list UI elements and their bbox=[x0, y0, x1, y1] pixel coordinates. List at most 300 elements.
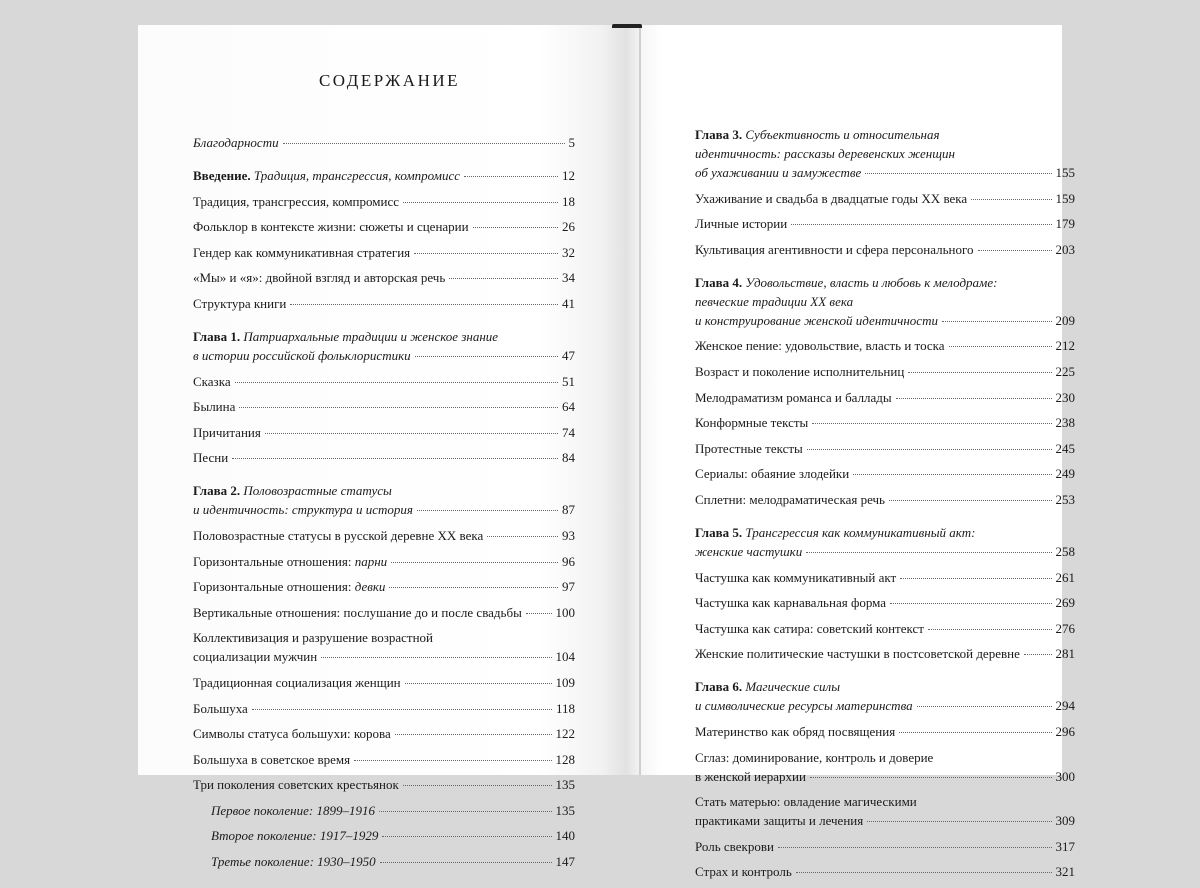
toc-entry-title: Причитания bbox=[193, 424, 261, 440]
dot-leader bbox=[796, 872, 1052, 873]
toc-entry-text bbox=[695, 811, 863, 830]
toc-entry-text bbox=[695, 464, 849, 483]
page-number: 258 bbox=[1055, 543, 1075, 559]
dot-leader bbox=[473, 227, 558, 228]
page-number: 159 bbox=[1055, 190, 1075, 206]
page-number: 64 bbox=[562, 399, 575, 415]
toc-chapter-entry[interactable] bbox=[193, 166, 575, 185]
page-number: 212 bbox=[1055, 338, 1075, 354]
toc-entry-title: Культивация агентивности и сфера персонального bbox=[695, 241, 974, 257]
dot-leader bbox=[806, 552, 1051, 553]
toc-entry[interactable] bbox=[695, 388, 1075, 407]
toc-entry-title: Благодарности bbox=[193, 135, 279, 150]
toc-entry-line bbox=[193, 294, 575, 313]
toc-entry-title: Второе поколение: 1917–1929 bbox=[211, 828, 379, 844]
toc-entry-title: Трансгрессия как коммуникативный акт: bbox=[745, 524, 976, 540]
toc-entry-title: Сказка bbox=[193, 373, 231, 389]
toc-entry-line bbox=[695, 767, 1075, 786]
toc-entry-line bbox=[193, 628, 575, 647]
toc-entry-title: Патриархальные традиции и женское знание bbox=[243, 328, 499, 344]
toc-entry-line bbox=[193, 724, 575, 743]
toc-entry-line bbox=[193, 372, 575, 391]
toc-entry-title: Женское пение: удовольствие, власть и тоска bbox=[695, 338, 945, 354]
page-number: 147 bbox=[555, 854, 575, 870]
toc-entry-line bbox=[695, 292, 1075, 311]
toc-entry[interactable] bbox=[695, 336, 1075, 355]
page-number: 269 bbox=[1055, 595, 1075, 611]
toc-entry-text bbox=[695, 696, 913, 715]
dot-leader bbox=[415, 356, 558, 357]
toc-entry-text bbox=[695, 542, 802, 561]
dot-leader bbox=[807, 449, 1052, 450]
page-number: 12 bbox=[562, 168, 575, 183]
toc-entry-title: Ухаживание и свадьба в двадцатые годы XX века bbox=[695, 190, 968, 206]
toc-entry-line bbox=[695, 568, 1075, 587]
toc-entry-title: Частушка как карнавальная форма bbox=[695, 595, 887, 611]
chapter-label: Глава 4. bbox=[695, 274, 743, 290]
toc-entry[interactable] bbox=[193, 603, 575, 622]
toc-list-left bbox=[193, 133, 575, 878]
page-number: 84 bbox=[562, 450, 575, 466]
page-number: 34 bbox=[562, 270, 575, 286]
toc-entry-line bbox=[695, 214, 1075, 233]
toc-entry-line bbox=[695, 336, 1075, 355]
toc-entry-line bbox=[695, 696, 1075, 715]
toc-entry-title: Удовольствие, власть и любовь к мелодраме: bbox=[745, 274, 998, 290]
toc-entry[interactable] bbox=[695, 189, 1075, 208]
toc-entry-title: Символы статуса большухи: корова bbox=[193, 726, 391, 742]
toc-entry[interactable] bbox=[695, 568, 1075, 587]
toc-entry-title: социализации мужчин bbox=[193, 649, 318, 665]
page-number: 317 bbox=[1055, 838, 1075, 854]
toc-entry-text bbox=[193, 603, 522, 622]
toc-entry-text bbox=[695, 837, 774, 856]
toc-entry-line bbox=[695, 811, 1075, 830]
toc-entry-line bbox=[193, 327, 575, 346]
toc-entry-line bbox=[193, 217, 575, 236]
toc-chapter-entry[interactable] bbox=[193, 327, 575, 365]
toc-entry-line bbox=[695, 862, 1075, 881]
toc-subsection-entry[interactable] bbox=[193, 826, 575, 845]
toc-entry-text bbox=[695, 214, 787, 233]
dot-leader bbox=[403, 202, 558, 203]
toc-entry-emphasis: парни bbox=[354, 553, 388, 569]
dot-leader bbox=[778, 847, 1052, 848]
toc-entry[interactable] bbox=[193, 423, 575, 442]
toc-entry-text bbox=[695, 189, 967, 208]
dot-leader bbox=[949, 346, 1052, 347]
toc-entry-line bbox=[193, 775, 575, 794]
left-page bbox=[138, 25, 641, 870]
dot-leader bbox=[379, 811, 552, 812]
dot-leader bbox=[464, 176, 558, 177]
page-number: 276 bbox=[1055, 620, 1075, 636]
toc-entry-line bbox=[695, 837, 1075, 856]
toc-entry-text bbox=[193, 526, 483, 545]
toc-entry-text bbox=[695, 439, 803, 458]
toc-entry-text bbox=[211, 801, 375, 820]
chapter-label: Глава 3. bbox=[695, 127, 743, 142]
toc-entry[interactable] bbox=[695, 862, 1075, 881]
toc-entry-text bbox=[695, 388, 892, 407]
toc-entry-line bbox=[695, 792, 1075, 811]
spine-edge bbox=[612, 24, 642, 28]
dot-leader bbox=[232, 458, 558, 459]
page-number: 122 bbox=[555, 726, 575, 742]
toc-entry-line bbox=[193, 750, 575, 769]
toc-entry-text bbox=[695, 144, 955, 163]
toc-entry-text bbox=[695, 362, 904, 381]
toc-entry-line bbox=[695, 144, 1075, 163]
toc-entry[interactable] bbox=[193, 192, 575, 211]
toc-entry[interactable] bbox=[193, 372, 575, 391]
toc-entry-text bbox=[695, 125, 940, 144]
toc-entry[interactable] bbox=[695, 464, 1075, 483]
toc-entry[interactable] bbox=[695, 593, 1075, 612]
page-number: 230 bbox=[1055, 389, 1075, 405]
toc-entry[interactable] bbox=[193, 133, 575, 152]
toc-entry-text bbox=[193, 647, 317, 666]
toc-entry-text bbox=[695, 336, 945, 355]
toc-entry-text bbox=[193, 327, 498, 346]
toc-entry-title: идентичность: рассказы деревенских женщин bbox=[695, 146, 955, 161]
toc-entry-line bbox=[193, 526, 575, 545]
toc-entry-text bbox=[193, 346, 411, 365]
dot-leader bbox=[917, 706, 1052, 707]
dot-leader bbox=[290, 304, 558, 305]
toc-entry[interactable] bbox=[193, 552, 575, 571]
dot-leader bbox=[810, 777, 1052, 778]
toc-entry-line bbox=[193, 448, 575, 467]
toc-entry-title: Традиция, трансгрессия, компромисс bbox=[193, 193, 399, 209]
toc-entry[interactable] bbox=[695, 240, 1075, 259]
toc-entry-line bbox=[695, 413, 1075, 432]
page-number: 32 bbox=[562, 244, 575, 260]
dot-leader bbox=[389, 587, 558, 588]
toc-entry[interactable] bbox=[695, 362, 1075, 381]
toc-entry-title: Песни bbox=[193, 450, 229, 466]
toc-entry[interactable] bbox=[193, 673, 575, 692]
toc-entry-text bbox=[695, 523, 975, 542]
toc-entry-text bbox=[193, 775, 399, 794]
toc-entry-line bbox=[193, 346, 575, 365]
toc-entry-line bbox=[193, 481, 575, 500]
dot-leader bbox=[391, 562, 558, 563]
toc-entry-title: Большуха bbox=[193, 700, 248, 716]
toc-entry-line bbox=[193, 699, 575, 718]
toc-entry-line bbox=[695, 189, 1075, 208]
toc-entry-text bbox=[193, 481, 392, 500]
toc-entry-text bbox=[695, 644, 1020, 663]
page-number: 5 bbox=[568, 135, 575, 150]
page-number: 209 bbox=[1055, 312, 1075, 328]
toc-entry-emphasis: девки bbox=[354, 579, 386, 595]
toc-entry-title: Сериалы: обаяние злодейки bbox=[695, 466, 850, 482]
toc-entry-title: Былина bbox=[193, 399, 236, 415]
toc-subsection-entry[interactable] bbox=[193, 801, 575, 820]
toc-entry[interactable] bbox=[193, 577, 575, 596]
toc-entry-text bbox=[193, 397, 235, 416]
toc-entry-line bbox=[193, 243, 575, 262]
dot-leader bbox=[889, 500, 1052, 501]
toc-entry-title: Мелодраматизм романса и баллады bbox=[695, 389, 892, 405]
toc-entry-title: Горизонтальные отношения: bbox=[193, 579, 355, 595]
dot-leader bbox=[526, 613, 552, 614]
chapter-label: Введение. bbox=[193, 168, 251, 183]
page-number: 261 bbox=[1055, 569, 1075, 585]
toc-entry-line bbox=[193, 552, 575, 571]
toc-entry-title: Частушка как сатира: советский контекст bbox=[695, 620, 924, 636]
toc-entry-title: Материнство как обряд посвящения bbox=[695, 723, 896, 739]
toc-entry-line bbox=[193, 500, 575, 519]
toc-entry-line bbox=[695, 523, 1075, 542]
toc-entry-title: Частушка как коммуникативный акт bbox=[695, 569, 897, 585]
dot-leader bbox=[896, 398, 1052, 399]
page-number: 26 bbox=[562, 219, 575, 235]
chapter-label: Глава 5. bbox=[695, 524, 743, 540]
toc-entry-title: об ухаживании и замужестве bbox=[695, 165, 862, 180]
toc-entry-line bbox=[695, 311, 1075, 330]
dot-leader bbox=[890, 603, 1051, 604]
page-number: 41 bbox=[562, 295, 575, 311]
toc-entry[interactable] bbox=[193, 217, 575, 236]
toc-entry-line bbox=[695, 362, 1075, 381]
toc-entry[interactable] bbox=[695, 644, 1075, 663]
dot-leader bbox=[239, 407, 558, 408]
dot-leader bbox=[791, 224, 1051, 225]
toc-entry-title: практиками защиты и лечения bbox=[695, 813, 864, 829]
toc-entry-line bbox=[695, 722, 1075, 741]
page-number: 135 bbox=[555, 802, 575, 818]
toc-entry-title: Сплетни: мелодраматическая речь bbox=[695, 491, 885, 507]
toc-entry-text bbox=[193, 500, 413, 519]
toc-entry-line bbox=[695, 388, 1075, 407]
toc-entry-title: Большуха в советское время bbox=[193, 751, 351, 767]
toc-entry-title: Структура книги bbox=[193, 295, 287, 311]
toc-entry[interactable] bbox=[193, 775, 575, 794]
toc-entry-title: Конформные тексты bbox=[695, 415, 809, 431]
chapter-label: Глава 1. bbox=[193, 328, 241, 344]
dot-leader bbox=[405, 683, 552, 684]
toc-entry-title: Возраст и поколение исполнительниц bbox=[695, 363, 905, 379]
toc-entry-line bbox=[193, 133, 575, 152]
page-number: 135 bbox=[555, 777, 575, 793]
page-number: 238 bbox=[1055, 415, 1075, 431]
toc-entry-text bbox=[193, 133, 279, 152]
dot-leader bbox=[867, 821, 1051, 822]
toc-chapter-entry[interactable] bbox=[695, 125, 1075, 182]
dot-leader bbox=[853, 474, 1051, 475]
dot-leader bbox=[382, 836, 551, 837]
dot-leader bbox=[283, 143, 565, 144]
toc-entry-line bbox=[695, 490, 1075, 509]
toc-chapter-entry[interactable] bbox=[193, 481, 575, 519]
page-number: 96 bbox=[562, 553, 575, 569]
dot-leader bbox=[928, 629, 1052, 630]
dot-leader bbox=[235, 382, 558, 383]
chapter-label: Глава 2. bbox=[193, 483, 241, 499]
toc-entry[interactable] bbox=[695, 413, 1075, 432]
toc-entry[interactable] bbox=[193, 724, 575, 743]
toc-entry-title: «Мы» и «я»: двойной взгляд и авторская речь bbox=[193, 270, 446, 286]
toc-entry-line bbox=[211, 852, 575, 871]
toc-entry-title: Личные истории bbox=[695, 216, 788, 232]
page-number: 294 bbox=[1055, 698, 1075, 714]
toc-entry-title: Страх и контроль bbox=[695, 864, 792, 880]
page-number: 203 bbox=[1055, 241, 1075, 257]
toc-entry[interactable] bbox=[193, 294, 575, 313]
toc-entry-text bbox=[695, 163, 861, 182]
toc-entry[interactable] bbox=[695, 748, 1075, 786]
toc-entry-title: Стать матерью: овладение магическими bbox=[695, 794, 917, 810]
page-number: 18 bbox=[562, 193, 575, 209]
toc-entry-line bbox=[695, 273, 1075, 292]
page-number: 281 bbox=[1055, 646, 1075, 662]
toc-entry[interactable] bbox=[695, 214, 1075, 233]
toc-entry-line bbox=[695, 677, 1075, 696]
book-spine bbox=[639, 25, 641, 775]
toc-entry[interactable] bbox=[193, 628, 575, 666]
toc-entry-title: женские частушки bbox=[695, 543, 803, 559]
page-number: 74 bbox=[562, 424, 575, 440]
toc-entry-text bbox=[695, 490, 885, 509]
toc-entry-text bbox=[695, 862, 792, 881]
toc-entry-title: Сглаз: доминирование, контроль и доверие bbox=[695, 749, 934, 765]
toc-entry-title: Коллективизация и разрушение возрастной bbox=[193, 630, 433, 646]
toc-entry-line bbox=[695, 163, 1075, 182]
dot-leader bbox=[487, 536, 558, 537]
toc-chapter-entry[interactable] bbox=[695, 273, 1075, 330]
toc-entry-title: Протестные тексты bbox=[695, 440, 803, 456]
toc-entry-title: и идентичность: структура и история bbox=[193, 502, 413, 518]
toc-entry-line bbox=[211, 801, 575, 820]
toc-entry[interactable] bbox=[695, 490, 1075, 509]
toc-entry-line bbox=[695, 240, 1075, 259]
page-number: 97 bbox=[562, 579, 575, 595]
toc-entry-title: и конструирование женской идентичности bbox=[695, 312, 938, 328]
toc-entry-line bbox=[695, 125, 1075, 144]
page-number: 100 bbox=[555, 604, 575, 620]
page-number: 225 bbox=[1055, 363, 1075, 379]
toc-entry-text bbox=[193, 243, 410, 262]
toc-entry-text bbox=[695, 619, 924, 638]
toc-entry-text bbox=[695, 413, 808, 432]
dot-leader bbox=[354, 760, 551, 761]
toc-entry-text bbox=[193, 372, 231, 391]
page-number: 93 bbox=[562, 527, 575, 543]
dot-leader bbox=[395, 734, 552, 735]
toc-entry-text bbox=[695, 792, 917, 811]
toc-entry-text bbox=[193, 294, 286, 313]
toc-entry[interactable] bbox=[193, 243, 575, 262]
dot-leader bbox=[971, 199, 1051, 200]
right-page bbox=[641, 25, 1075, 880]
dot-leader bbox=[449, 278, 558, 279]
page-number: 249 bbox=[1055, 466, 1075, 482]
page-number: 47 bbox=[562, 347, 575, 363]
toc-entry-line bbox=[193, 423, 575, 442]
toc-entry-line bbox=[695, 464, 1075, 483]
toc-entry-text bbox=[193, 699, 248, 718]
dot-leader bbox=[380, 862, 552, 863]
toc-entry-line bbox=[695, 748, 1075, 767]
toc-entry[interactable] bbox=[695, 439, 1075, 458]
page-number: 104 bbox=[555, 649, 575, 665]
dot-leader bbox=[900, 578, 1051, 579]
toc-entry-title: Субъективность и относительная bbox=[745, 127, 940, 142]
dot-leader bbox=[942, 321, 1052, 322]
page-number: 300 bbox=[1055, 768, 1075, 784]
toc-entry-text bbox=[695, 568, 896, 587]
toc-entry[interactable] bbox=[695, 619, 1075, 638]
toc-entry[interactable] bbox=[695, 722, 1075, 741]
toc-entry-line bbox=[193, 673, 575, 692]
toc-entry[interactable] bbox=[193, 750, 575, 769]
toc-entry-text bbox=[695, 767, 806, 786]
toc-entry-text bbox=[193, 268, 445, 287]
toc-entry[interactable] bbox=[193, 448, 575, 467]
toc-entry-text bbox=[193, 673, 401, 692]
toc-entry-line bbox=[193, 166, 575, 185]
page-number: 296 bbox=[1055, 723, 1075, 739]
toc-entry[interactable] bbox=[193, 699, 575, 718]
toc-entry-line bbox=[695, 439, 1075, 458]
toc-entry-title: Традиционная социализация женщин bbox=[193, 674, 401, 690]
toc-entry[interactable] bbox=[193, 268, 575, 287]
dot-leader bbox=[865, 173, 1051, 174]
toc-entry-text bbox=[211, 826, 378, 845]
toc-entry-line bbox=[193, 268, 575, 287]
toc-entry-text bbox=[193, 192, 399, 211]
page-number: 309 bbox=[1055, 813, 1075, 829]
toc-entry[interactable] bbox=[193, 397, 575, 416]
page-number: 155 bbox=[1055, 165, 1075, 180]
toc-entry-title: Женские политические частушки в постсоветской деревне bbox=[695, 646, 1020, 662]
toc-entry[interactable] bbox=[193, 526, 575, 545]
toc-entry-text bbox=[695, 273, 997, 292]
toc-chapter-entry[interactable] bbox=[695, 523, 1075, 561]
toc-subsection-entry[interactable] bbox=[193, 852, 575, 871]
toc-chapter-entry[interactable] bbox=[695, 677, 1075, 715]
page-number: 87 bbox=[562, 502, 575, 518]
toc-entry-text bbox=[695, 292, 853, 311]
dot-leader bbox=[414, 253, 558, 254]
page-number: 51 bbox=[562, 373, 575, 389]
toc-entry-title: Первое поколение: 1899–1916 bbox=[211, 802, 375, 818]
dot-leader bbox=[899, 732, 1051, 733]
dot-leader bbox=[265, 433, 558, 434]
toc-entry[interactable] bbox=[695, 792, 1075, 830]
toc-entry-title: в женской иерархии bbox=[695, 768, 806, 784]
dot-leader bbox=[1024, 654, 1052, 655]
dot-leader bbox=[252, 709, 552, 710]
toc-entry-line bbox=[193, 647, 575, 666]
toc-entry[interactable] bbox=[695, 837, 1075, 856]
toc-entry-title: Вертикальные отношения: послушание до и после свадьбы bbox=[193, 604, 522, 620]
toc-entry-title: Три поколения советских крестьянок bbox=[193, 777, 399, 793]
page-number: 128 bbox=[555, 751, 575, 767]
toc-entry-text bbox=[695, 722, 895, 741]
toc-entry-text bbox=[193, 577, 385, 596]
dot-leader bbox=[403, 785, 552, 786]
toc-entry-text bbox=[695, 593, 886, 612]
page-number: 321 bbox=[1055, 864, 1075, 880]
page-number: 245 bbox=[1055, 440, 1075, 456]
toc-entry-text bbox=[211, 852, 376, 871]
toc-entry-text bbox=[193, 217, 469, 236]
toc-entry-title: Роль свекрови bbox=[695, 838, 774, 854]
page-number: 140 bbox=[555, 828, 575, 844]
